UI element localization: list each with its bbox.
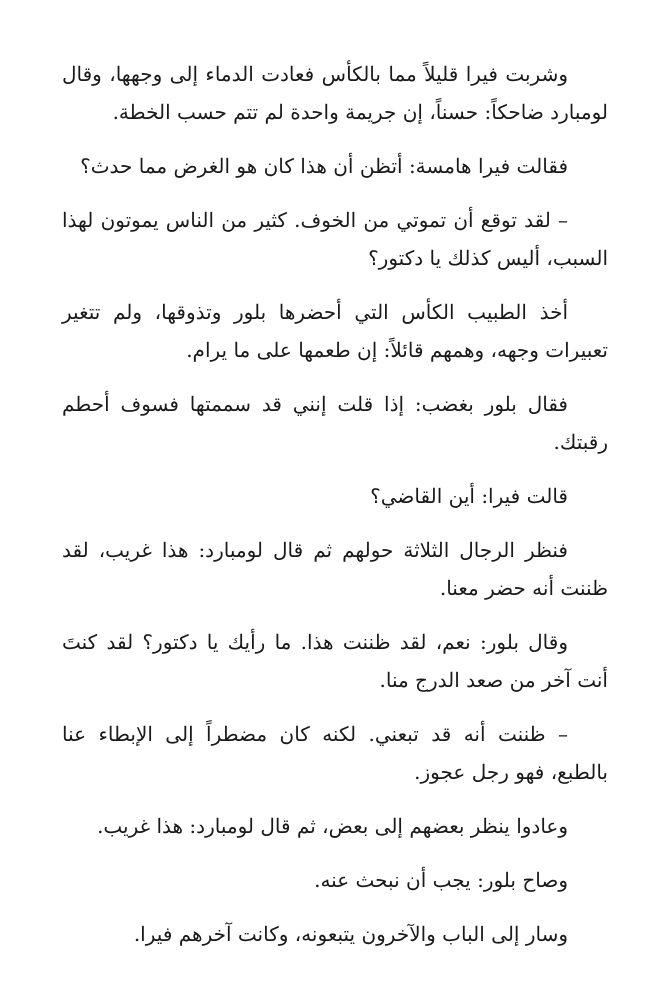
paragraph-4: أخذ الطبيب الكأس التي أحضرها بلور وتذوقها، ولم تتغير تعبيرات وجهه، وهمهم قائلاً: إن طعمها على ما يرام. — [62, 300, 608, 362]
paragraph-3: – لقد توقع أن تموتي من الخوف. كثير من الناس يموتون لهذا السبب، أليس كذلك يا دكتور؟ — [62, 208, 608, 270]
paragraph-10: وعادوا ينظر بعضهم إلى بعض، ثم قال لومبارد: هذا غريب. — [97, 814, 568, 838]
paragraph-9: – ظننت أنه قد تبعني. لكنه كان مضطراً إلى الإبطاء عنا بالطبع، فهو رجل عجوز. — [62, 722, 608, 784]
paragraph-7: فنظر الرجال الثلاثة حولهم ثم قال لومبارد: هذا غريب، لقد ظننت أنه حضر معنا. — [62, 538, 608, 600]
paragraph-8: وقال بلور: نعم، لقد ظننت هذا. ما رأيك يا دكتور؟ لقد كنتَ أنت آخر من صعد الدرج منا. — [62, 630, 608, 692]
paragraph-12: وسار إلى الباب والآخرون يتبعونه، وكانت آخرهم فيرا. — [133, 922, 568, 946]
page-text — [62, 55, 608, 969]
paragraph-5: فقال بلور بغضب: إذا قلت إنني قد سممتها فسوف أحطم رقبتك. — [62, 392, 608, 454]
paragraph-11: وصاح بلور: يجب أن نبحث عنه. — [314, 868, 568, 892]
paragraph-6: قالت فيرا: أين القاضي؟ — [370, 484, 568, 508]
paragraph-1: وشربت فيرا قليلاً مما بالكأس فعادت الدماء إلى وجهها، وقال لومبارد ضاحكاً: حسناً، إن جريمة واحدة لم تتم حسب الخطة. — [62, 62, 608, 124]
paragraph-2: فقالت فيرا هامسة: أتظن أن هذا كان هو الغرض مما حدث؟ — [80, 154, 568, 178]
